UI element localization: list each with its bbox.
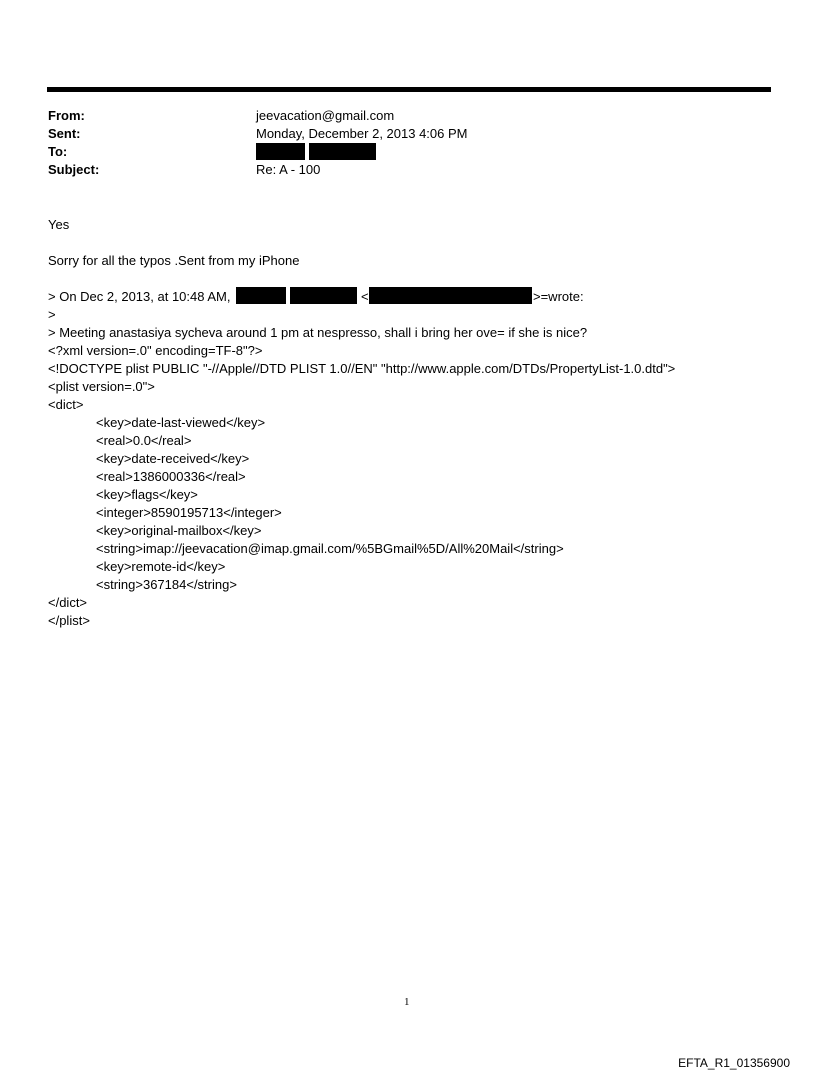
- subject-value: Re: A - 100: [256, 162, 321, 177]
- subject-label: Subject:: [48, 162, 100, 177]
- quote-header-lt: <: [361, 289, 369, 304]
- redaction-block: [369, 287, 532, 304]
- dict-line: <key>original-mailbox</key>: [96, 523, 262, 538]
- bates-number: EFTA_R1_01356900: [678, 1056, 790, 1070]
- quote-text: > Meeting anastasiya sycheva around 1 pm at nespresso, shall i bring her ove= if she is nice?: [48, 325, 588, 340]
- dict-line: <key>remote-id</key>: [96, 559, 226, 574]
- quote-header-prefix: > On Dec 2, 2013, at 10:48 AM,: [48, 289, 231, 304]
- page-number: 1: [404, 996, 410, 1008]
- dict-line: <string>imap://jeevacation@imap.gmail.com/%5BGmail%5D/All%20Mail</string>: [96, 541, 564, 556]
- dict-line: <real>0.0</real>: [96, 433, 192, 448]
- dict-line: <real>1386000336</real>: [96, 469, 246, 484]
- header-rule: [47, 87, 771, 92]
- dict-line: <key>date-received</key>: [96, 451, 250, 466]
- from-label: From:: [48, 108, 85, 123]
- from-value: jeevacation@gmail.com: [256, 108, 395, 123]
- quote-header-suffix: >=wrote:: [533, 289, 584, 304]
- dict-line: <integer>8590195713</integer>: [96, 505, 282, 520]
- to-label: To:: [48, 144, 68, 159]
- redaction-block: [309, 143, 376, 160]
- xml-line: <dict>: [48, 397, 84, 412]
- redaction-block: [236, 287, 286, 304]
- xml-line: <?xml version=.0" encoding=TF-8"?>: [48, 343, 263, 358]
- dict-line: <key>date-last-viewed</key>: [96, 415, 266, 430]
- reply-text: Yes: [48, 217, 70, 232]
- redaction-block: [256, 143, 305, 160]
- xml-line: <!DOCTYPE plist PUBLIC "-//Apple//DTD PLIST 1.0//EN" "http://www.apple.com/DTDs/PropertyList-1.0.dtd">: [48, 361, 676, 376]
- quote-blank-line: >: [48, 307, 56, 322]
- dict-line: <key>flags</key>: [96, 487, 198, 502]
- dict-line: <string>367184</string>: [96, 577, 237, 592]
- sent-label: Sent:: [48, 126, 81, 141]
- xml-closing-line: </plist>: [48, 613, 90, 628]
- xml-closing-line: </dict>: [48, 595, 88, 610]
- xml-line: <plist version=.0">: [48, 379, 155, 394]
- redaction-block: [290, 287, 357, 304]
- signature-text: Sorry for all the typos .Sent from my iPhone: [48, 253, 300, 268]
- sent-value: Monday, December 2, 2013 4:06 PM: [256, 126, 468, 141]
